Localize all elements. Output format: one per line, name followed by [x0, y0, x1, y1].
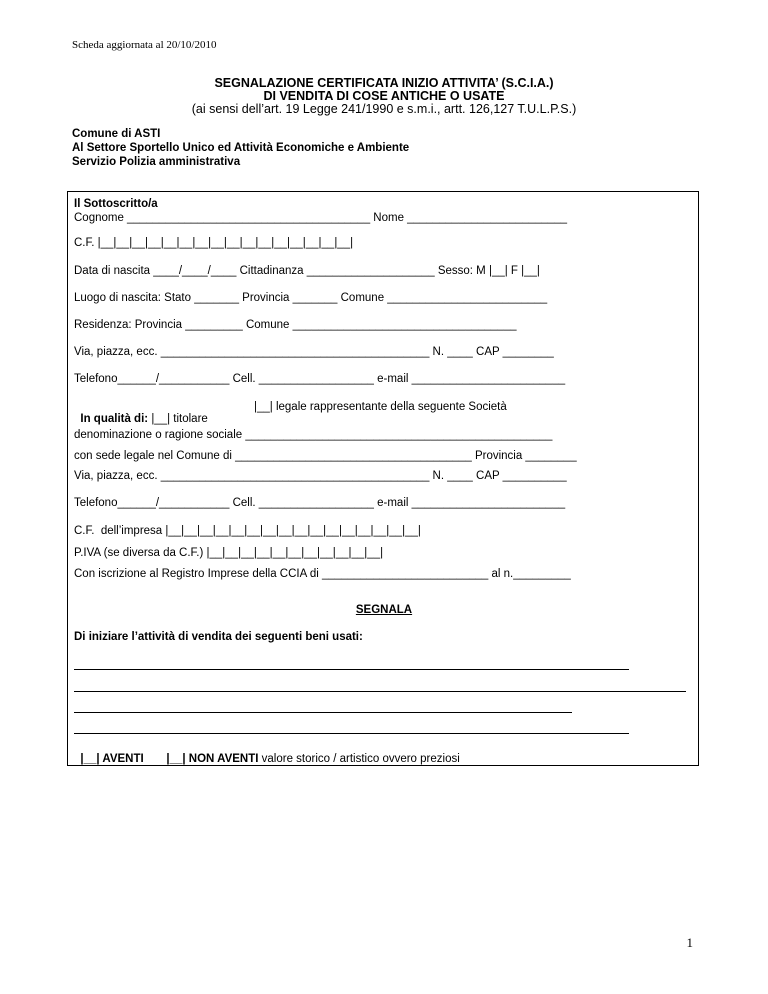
qualita-row	[74, 401, 208, 425]
non-aventi-checkbox[interactable]: |__| NON AVENTI	[166, 753, 259, 765]
sede-legale-field[interactable]: con sede legale nel Comune di _____________________________________ Provincia ________	[74, 450, 577, 462]
segnala-heading: SEGNALA	[355, 604, 413, 616]
cf-impresa-field[interactable]: C.F. dell’impresa |__|__|__|__|__|__|__|__|__|__|__|__|__|__|__|__|	[74, 525, 421, 537]
beni-line-2[interactable]	[74, 691, 686, 692]
recipient-line-3: Servizio Polizia amministrativa	[72, 156, 241, 168]
telefono-societa-field[interactable]: Telefono______/___________ Cell. __________________ e-mail ________________________	[74, 497, 566, 509]
telefono-field[interactable]: Telefono______/___________ Cell. __________________ e-mail ________________________	[74, 373, 566, 385]
luogo-nascita-field[interactable]: Luogo di nascita: Stato _______ Provincia _______ Comune _________________________	[74, 292, 548, 304]
aventi-row	[74, 741, 144, 765]
piva-field[interactable]: P.IVA (se diversa da C.F.) |__|__|__|__|__|__|__|__|__|__|__|	[74, 547, 384, 559]
title-line-2: DI VENDITA DI COSE ANTICHE O USATE	[263, 89, 505, 103]
iniziare-label: Di iniziare l’attività di vendita dei seguenti beni usati:	[74, 631, 363, 643]
denominazione-field[interactable]: denominazione o ragione sociale ________________________________________________	[74, 429, 553, 441]
page-number: 1	[686, 935, 693, 950]
residenza-field[interactable]: Residenza: Provincia _________ Comune ___________________________________	[74, 319, 517, 331]
via-societa-field[interactable]: Via, piazza, ecc. __________________________________________ N. ____ CAP __________	[74, 470, 567, 482]
recipient-line-2: Al Settore Sportello Unico ed Attività Economiche e Ambiente	[72, 142, 410, 154]
sottoscritto-label: Il Sottoscritto/a	[74, 198, 158, 210]
legale-rappresentante-checkbox[interactable]: |__| legale rappresentante della seguente Società	[254, 401, 507, 413]
qualita-label: In qualità di:	[80, 413, 149, 425]
cognome-nome-field[interactable]: Cognome ______________________________________ Nome _________________________	[74, 212, 568, 224]
recipient-line-1: Comune di ASTI	[72, 128, 161, 140]
beni-line-1[interactable]	[74, 669, 629, 670]
registro-imprese-field[interactable]: Con iscrizione al Registro Imprese della CCIA di __________________________ al n._________	[74, 568, 571, 580]
titolare-checkbox[interactable]: |__| titolare	[148, 413, 208, 425]
title-line-1: SEGNALAZIONE CERTIFICATA INIZIO ATTIVITA’ (S.C.I.A.)	[214, 76, 554, 90]
header-note: Scheda aggiornata al 20/10/2010	[72, 39, 217, 51]
beni-line-3[interactable]	[74, 712, 572, 713]
data-nascita-field[interactable]: Data di nascita ____/____/____ Cittadinanza ____________________ Sesso: M |__| F |__|	[74, 265, 540, 277]
via-field[interactable]: Via, piazza, ecc. __________________________________________ N. ____ CAP ________	[74, 346, 554, 358]
beni-line-4[interactable]	[74, 733, 629, 734]
non-aventi-row	[160, 741, 460, 765]
aventi-checkbox[interactable]: |__| AVENTI	[80, 753, 144, 765]
codice-fiscale-field[interactable]: C.F. |__|__|__|__|__|__|__|__|__|__|__|__|__|__|__|__|	[74, 237, 354, 249]
valore-label: valore storico / artistico ovvero preziosi	[258, 753, 460, 765]
title-line-3: (ai sensi dell’art. 19 Legge 241/1990 e s.m.i., artt. 126,127 T.U.L.P.S.)	[191, 102, 577, 116]
